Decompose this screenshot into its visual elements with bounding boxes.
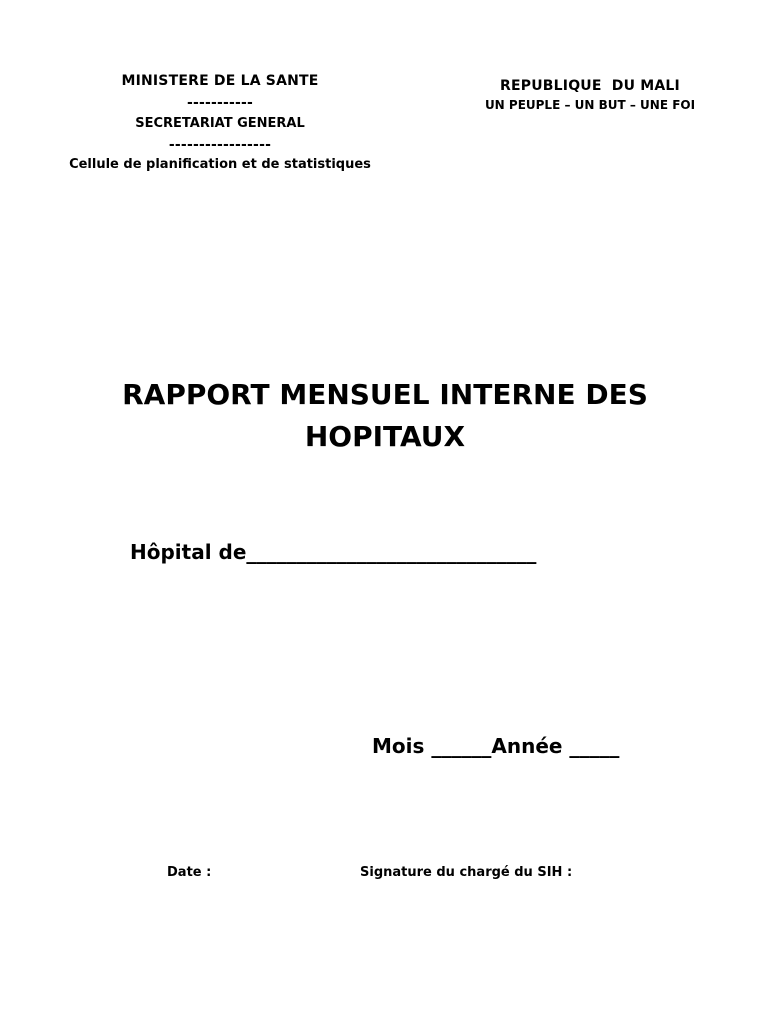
national-motto: UN PEUPLE – UN BUT – UNE FOI xyxy=(484,98,696,112)
secretariat-name: SECRETARIAT GENERAL xyxy=(135,116,305,131)
republic-name: REPUBLIQUE DU MALI xyxy=(500,78,680,94)
header-separator-1: ----------- xyxy=(186,95,254,111)
hospital-field: Hôpital de_____________________________ xyxy=(130,540,537,564)
month-year-field: Mois ______Année _____ xyxy=(372,734,620,758)
signature-label: Signature du chargé du SIH : xyxy=(360,865,573,880)
ministry-name: MINISTERE DE LA SANTE xyxy=(121,73,319,89)
planning-cell: Cellule de planification et de statistiques xyxy=(69,157,371,172)
header-separator-2: ----------------- xyxy=(168,137,272,153)
date-label: Date : xyxy=(167,865,212,880)
report-title-line-1: RAPPORT MENSUEL INTERNE DES xyxy=(122,378,648,411)
report-title-line-2: HOPITAUX xyxy=(304,420,466,453)
